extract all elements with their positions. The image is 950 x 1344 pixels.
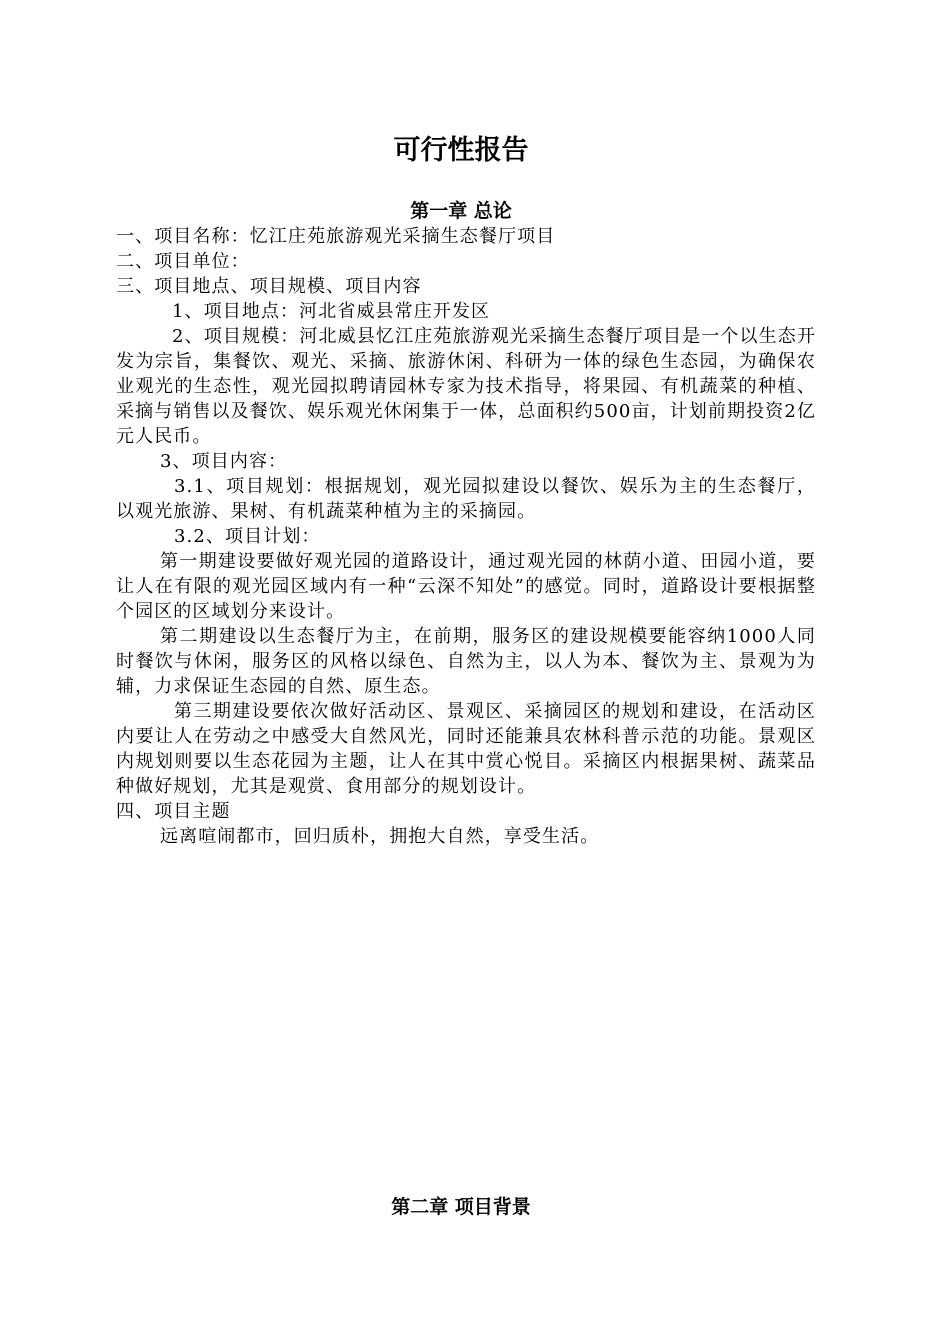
sub-item-planning: 3.1、项目规划：根据规划，观光园拟建设以餐饮、娱乐为主的生态餐厅，以观光旅游、果树、有机蔬菜种植为主的采摘园。 [116,476,816,522]
phase-1-paragraph: 第一期建设要做好观光园的道路设计，通过观光园的林荫小道、田园小道，要让人在有限的观光园区域内有一种“云深不知处”的感觉。同时，道路设计要根据整个园区的区域划分来设计。 [116,551,816,622]
chapter-1-body [116,224,816,849]
sub-item-location: 1、项目地点：河北省威县常庄开发区 [172,301,491,322]
item-project-name: 一、项目名称：忆江庄苑旅游观光采摘生态餐厅项目 [116,226,556,247]
phase-3-paragraph: 第三期建设要依次做好活动区、景观区、采摘园区的规划和建设，在活动区内要让人在劳动之中感受大自然风光，同时还能兼具农林科普示范的功能。景观区内规划则要以生态花园为主题，让人在其中赏心悦目。采摘区内根据果树、蔬菜品种做好规划，尤其是观赏、食用部分的规划设计。 [116,701,816,797]
chapter-1-heading: 第一章 总论 [410,200,512,222]
sub-item-content: 3、项目内容： [160,451,288,472]
chapter-2-heading: 第二章 项目背景 [391,1196,531,1218]
item-project-unit: 二、项目单位： [116,251,250,272]
document-title: 可行性报告 [393,135,529,166]
sub-item-scale: 2、项目规模：河北威县忆江庄苑旅游观光采摘生态餐厅项目是一个以生态开发为宗旨，集餐饮、观光、采摘、旅游休闲、科研为一体的绿色生态园，为确保农业观光的生态性，观光园拟聘请园林专家为技术指导，将果园、有机蔬菜的种植、采摘与销售以及餐饮、娱乐观光休闲集于一体，总面积约500亩，计划前期投资2亿元人民币。 [116,326,816,447]
item-location-scale-content: 三、项目地点、项目规模、项目内容 [116,276,422,297]
sub-item-plan: 3.2、项目计划： [174,526,321,547]
phase-2-paragraph: 第二期建设以生态餐厅为主，在前期，服务区的建设规模要能容纳1000人同时餐饮与休闲，服务区的风格以绿色、自然为主，以人为本、餐饮为主、景观为为辅，力求保证生态园的自然、原生态。 [116,626,816,697]
theme-paragraph: 远离喧闹都市，回归质朴，拥抱大自然，享受生活。 [160,826,600,847]
item-project-theme: 四、项目主题 [116,801,231,822]
